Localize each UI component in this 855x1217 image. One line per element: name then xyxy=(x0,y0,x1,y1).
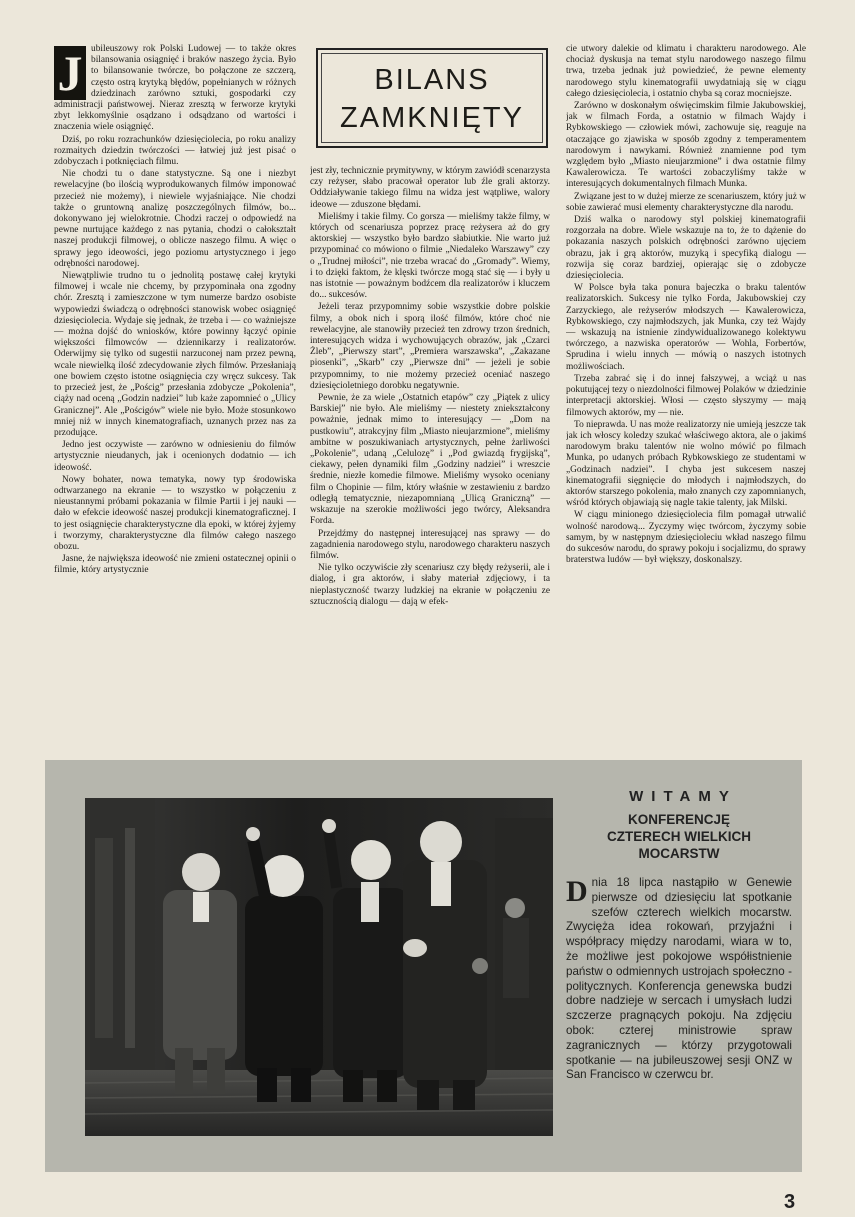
sidebar-body-text: Dnia 18 lipca nastąpiło w Genewie pierwsze od dziesięciu lat spotkanie szefów czterech wielkich mocarstw. Zwycięża idea rokowań, przyjaźni i współpracy między narodami, wiara w to, że możliwe jest pokojowe współistnienie państw o odmiennych ustrojach społeczno - politycznych. Konferencja genewska budzi dobre nadzieje w sercach i umysłach ludzi szczerze pragnących pokoju. Na zdjęciu obok: czterej ministrowie spraw zagranicznych — którzy przygotowali spotkanie — na jubileuszowej sesji ONZ w San Francisco w czerwcu br. xyxy=(566,875,792,1082)
article-paragraph: J ubileuszowy rok Polski Ludowej — to także okres bilansowania osiągnięć i braków naszego życia. Było to bilansowanie twórcze, bo połączone ze szczerą, często ostrą krytyką błędów, popełnianych w różnych dziedzinach zarówno sztuki, gospodarki czy administracji państwowej. Nieraz zresztą w ferworze krytyki zbyt lekkomyślnie osądzano i odsądzano od wartości i znaczenia wiele osiągnięć. xyxy=(54,44,296,133)
article-paragraph: Nie tylko oczywiście zły scenariusz czy błędy reżyserii, ale i dialog, i gra aktorów, i słaby materiał zdjęciowy, i ta nieplastyczność twarzy ludzkiej na ekranie w połączeniu ze sztucznością dialogu — dają w efek- xyxy=(310,563,550,607)
sidebar-headline-1: WITAMY xyxy=(629,788,737,805)
four-ministers-photo xyxy=(85,798,553,1136)
article-paragraph: Nie chodzi tu o dane statystyczne. Są one i niezbyt rewelacyjne (bo ilością wyprodukowanych filmów imponować przecież nie możemy), i niewiele wyjaśniające. Nie chodzi także o gruntowną analizę poszczególnych filmów, bo... dokonywano jej wielokrotnie. Chodzi raczej o odpowiedź na pewne nurtujące każdego z nas pytania, chodzi o całokształt naszej produkcji filmowej, o oblicze naszego filmu. A więc o sprawy jego ideowości, jego poziomu artystycznego i jego odrębności narodowej. xyxy=(54,169,296,269)
article-paragraph: Jedno jest oczywiste — zarówno w odniesieniu do filmów artystycznie nieudanych, jak i ocenionych dodatnio — ich ideowość. xyxy=(54,440,296,473)
article-title-line-1: BILANS xyxy=(374,64,490,96)
article-paragraph: Pewnie, że za wiele „Ostatnich etapów” czy „Piątek z ulicy Barskiej” nie było. Ale mieliśmy — niestety zniekształcony poważnie, jednak mimo to interesujący — „Dom na pustkowiu”, atrakcyjny film „Miasto nieujarzmione”, mieliśmy ambitne w poszukiwaniach artystycznych, pełne żarliwości „Pokolenie”, udaną „Celulozę” i „Pod gwiazdą frygijską”, ciekawy, pełen dynamiki film „Godziny nadziei” i wreszcie średnie, niezłe komedie filmowe. Mieliśmy wysoko oceniany film o Chopinie — film, który właśnie w zestawieniu z bardzo odległą tematycznie, niezapomnianą „Ulicą Graniczną” — wskazuje na szerokie możliwości jego twórcy, Aleksandra Forda. xyxy=(310,393,550,527)
article-paragraph: Trzeba zabrać się i do innej fałszywej, a wciąż u nas pokutującej tezy o niezdolności filmowej Polaków w dziedzinie interpretacji aktorskiej. Włosi — często słyszymy — mają filmowych aktorów, my — nie. xyxy=(566,373,806,418)
photo-illustration xyxy=(85,798,553,1136)
article-paragraph: W ciągu minionego dziesięciolecia film pomagał utrwalić wolność narodową... Zyczymy więc twórcom, życzymy sobie samym, by w następnym dziesięcioleciu wkład naszego filmu do sukcesów narodu, do sprawy pokoju i socjalizmu, do sprawy braterstwa ludów — był większy, doskonalszy. xyxy=(566,510,806,566)
article-paragraph: jest zły, technicznie prymitywny, w którym zawiódł scenarzysta czy reżyser, słabo pracował operator lub źle grali aktorzy. Oddziaływanie takiego filmu na widza jest wątpliwe, walory ideowe — zduszone błędami. xyxy=(310,166,550,210)
sidebar-headline-2: KONFERENCJĘ xyxy=(627,812,730,827)
article-title-line-2: ZAMKNIĘTY xyxy=(340,102,524,134)
article-paragraph: Jeżeli teraz przypomnimy sobie wszystkie dobre polskie filmy, a obok nich i sporą ilość filmów, które choć nie rewelacyjne, ale stanowiły przecież ten zdrowy trzon średnich, interesujących widza i wychowujących obrazów, jak „Czarci Żleb”, „Pierwszy start”, „Premiera warszawska”, „Zakazane piosenki”, „Skarb” czy „Pierwsze dni” — jeżeli je sobie przypomnimy, to nie możemy przecież oceniać naszego dziesięcioletniego dorobku negatywnie. xyxy=(310,302,550,391)
article-paragraph: To nieprawda. U nas może realizatorzy nie umieją jeszcze tak jak ich włoscy koledzy szukać właściwego aktora, ale o jakimś narodowym braku talentów nie wolno mówić po filmach Munka, po udanych próbach Rybkowskiego ze studentami w „Godzinach nadziei”. I chyba jest sukcesem naszej kinematografii sięgnięcie do młodych i najmłodszych, do aktorów starszego pokolenia, mało znanych czy zapomnianych, wśród których objawiają się nagle takie talenty, jak Milski. xyxy=(566,419,806,509)
article-title-box xyxy=(316,48,548,148)
article-column-3 xyxy=(566,44,806,732)
sidebar-headline-4: MOCARSTW xyxy=(638,846,720,861)
page-number: 3 xyxy=(784,1191,796,1213)
drop-cap: J xyxy=(54,46,86,100)
article-paragraph: Nowy bohater, nowa tematyka, nowy typ środowiska odtwarzanego na ekranie — to wszystko w połączeniu z nieustannymi próbami pokazania w filmie Partii i jej nauki — dało w efekcie ideowość naszej produkcji kinematograficznej. I to jest osiągnięcie charakterystyczne dla epoki, w której żyjemy i tworzymy, charakterystyczne dla filmów całego naszego obozu. xyxy=(54,474,296,552)
article-paragraph: Przejdźmy do następnej interesującej nas sprawy — do zagadnienia narodowego stylu, narodowego charakteru naszych filmów. xyxy=(310,528,550,561)
article-column-1 xyxy=(54,44,296,732)
article-paragraph: Dziś, po roku rozrachunków dziesięciolecia, po roku analizy rozmaitych dziedzin twórczości — łatwiej już jest pisać o zdobyczach i potknięciach filmu. xyxy=(54,134,296,168)
article-paragraph: Jasne, że największa ideowość nie zmieni ostatecznej opinii o filmie, który artystycznie xyxy=(54,554,296,576)
sidebar-drop-cap: D xyxy=(566,875,588,908)
article-column-2 xyxy=(310,166,550,732)
article-paragraph: Mieliśmy i takie filmy. Co gorsza — mieliśmy także filmy, w których od scenariusza poprzez pracę reżysera aż do gry aktorskiej — wszystko było bardzo słabiutkie. Nie warto już przypominać co mówiono o filmie „Niedaleko Warszawy” czy o „Trudnej miłości”, nie trzeba wracać do „Gromady”. Wiemy, i to dzięki faktom, że klęski twórcze mogą stać się — i były u nas istotnie — poważnym bodźcem dla realizatorów i kluczem do... sukcesów. xyxy=(310,211,550,301)
conference-sidebar xyxy=(566,788,792,1083)
article-paragraph: W Polsce była taka ponura bajeczka o braku talentów realizatorskich. Sukcesy nie tylko Forda, Jakubowskiej czy Zarzyckiego, ale reżyserów młodszych — Kawalerowicza, Rybkowskiego, czy najmłodszych, jak Munka, czy też Wajdy — wskazują na istnienie zindywidualizowanego kolektywu twórczego, a nazwiska operatorów — Wohla, Forbertów, Sprudina i wielu innych — mówią o naszych istotnych możliwościach. xyxy=(566,283,806,372)
article-paragraph: Związane jest to w dużej mierze ze scenariuszem, który już w sobie zawierać musi elementy charakterystyczne dla narodu. xyxy=(566,191,806,213)
article-paragraph: Niewątpliwie trudno tu o jednolitą postawę całej krytyki filmowej i wcale nie chcemy, by przypominała ona zgodny chór. Zresztą i zamieszczone w tym numerze bardzo osobiste wypowiedzi świadczą o odrębności stanowisk wobec osiągnięć dziesięciolecia. Wydaje się jednak, że trzeba i — co ważniejsze — można dojść do wniosków, które powinny łączyć opinie większości filmowców — dziennikarzy i realizatorów. Oderwijmy się tylko od sugestii narzuconej nam przez pewną, wcale niewielką ilość zdecydowanie złych filmów. Przesłaniają one bowiem często istotne osiągnięcia czy wręcz sukcesy. Tak to przecież jest, że „Pościg” przesłania zdobycze „Pokolenia”, ciąży nad oceną „Godzin nadziei” lub każe zapomnieć o „Ulicy Granicznej”. Ale „Pościgów” wiele nie było. Może stosunkowo mniej niż w innych kinematografiach, uznanych przez nas za przodujące. xyxy=(54,271,296,438)
article-paragraph: Dziś walka o narodowy styl polskiej kinematografii rozgorzała na dobre. Wiele wskazuje na to, że to dążenie do pokazania naszych polskich odrębności zarówno ujęciem obrazu, jak i grą aktorów, muzyką i specyfiką dialogu — rozwija się coraz bardziej, opierając się o zdobycze dziesięciolecia. xyxy=(566,215,806,282)
article-paragraph: cie utwory dalekie od klimatu i charakteru narodowego. Ale chociaż dyskusja na temat stylu narodowego naszego filmu trwa, trzeba jednak już powiedzieć, że pewne elementy narodowego stylu kinematografii uwydatniają się w ciągu całego dziesięciolecia, i ostatnio chyba są coraz mocniejsze. xyxy=(566,44,806,99)
conference-panel xyxy=(45,760,802,1172)
sidebar-headline-3: CZTERECH WIELKICH xyxy=(607,829,751,844)
article-paragraph: Zarówno w doskonałym oświęcimskim filmie Jakubowskiej, jak w filmach Forda, a ostatnio w filmach Wajdy i Rybkowskiego — człowiek mówi, zachowuje się, reaguje na otaczające go zjawiska w sposób zgodny z temperamentem narodowym i nawykami. Również znamienne pod tym względem było „Miasto nieujarzmione” i dwa ostatnie filmy Kawalerowicza. Te wartości zobaczyliśmy także w interesujących dokumentalnych filmach Munka. xyxy=(566,101,806,190)
